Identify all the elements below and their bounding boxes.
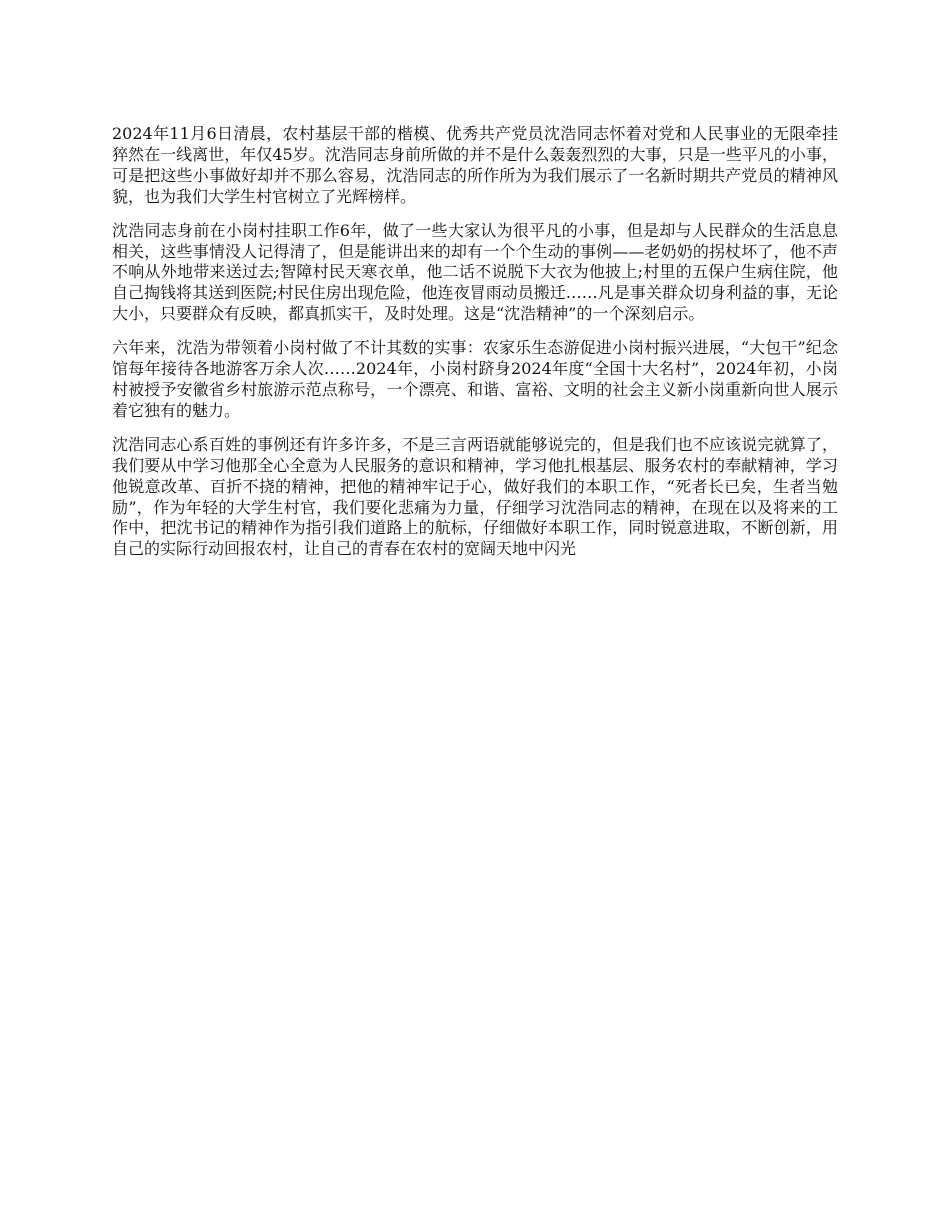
paragraph-2: 沈浩同志身前在小岗村挂职工作6年，做了一些大家认为很平凡的小事，但是却与人民群众的生活息息相关，这些事情没人记得清了，但是能讲出来的却有一个个生动的事例——老奶奶的拐杖坏了，他不声不响从外地带来送过去;智障村民天寒衣单，他二话不说脱下大衣为他披上;村里的五保户生病住院，他自己掏钱将其送到医院;村民住房出现危险，他连夜冒雨动员搬迁……凡是事关群众切身利益的事，无论大小，只要群众有反映，都真抓实干，及时处理。这是“沈浩精神”的一个深刻启示。 (112, 220, 838, 324)
paragraph-1: 2024年11月6日清晨，农村基层干部的楷模、优秀共产党员沈浩同志怀着对党和人民事业的无限牵挂猝然在一线离世，年仅45岁。沈浩同志身前所做的并不是什么轰轰烈烈的大事，只是一些平凡的小事，可是把这些小事做好却并不那么容易，沈浩同志的所作所为为我们展示了一名新时期共产党员的精神风貌，也为我们大学生村官树立了光辉榜样。 (112, 124, 838, 206)
paragraph-3: 六年来，沈浩为带领着小岗村做了不计其数的实事：农家乐生态游促进小岗村振兴进展，“大包干”纪念馆每年接待各地游客万余人次……2024年，小岗村跻身2024年度“全国十大名村”，2024年初，小岗村被授予安徽省乡村旅游示范点称号，一个漂亮、和谐、富裕、文明的社会主义新小岗重新向世人展示着它独有的魅力。 (112, 338, 838, 420)
paragraph-4: 沈浩同志心系百姓的事例还有许多许多，不是三言两语就能够说完的，但是我们也不应该说完就算了，我们要从中学习他那全心全意为人民服务的意识和精神，学习他扎根基层、服务农村的奉献精神，学习他锐意改革、百折不挠的精神，把他的精神牢记于心，做好我们的本职工作，“死者长已矣，生者当勉励”，作为年轻的大学生村官，我们要化悲痛为力量，仔细学习沈浩同志的精神，在现在以及将来的工作中，把沈书记的精神作为指引我们道路上的航标，仔细做好本职工作，同时锐意进取，不断创新，用自己的实际行动回报农村，让自己的青春在农村的宽阔天地中闪光 (112, 434, 838, 559)
